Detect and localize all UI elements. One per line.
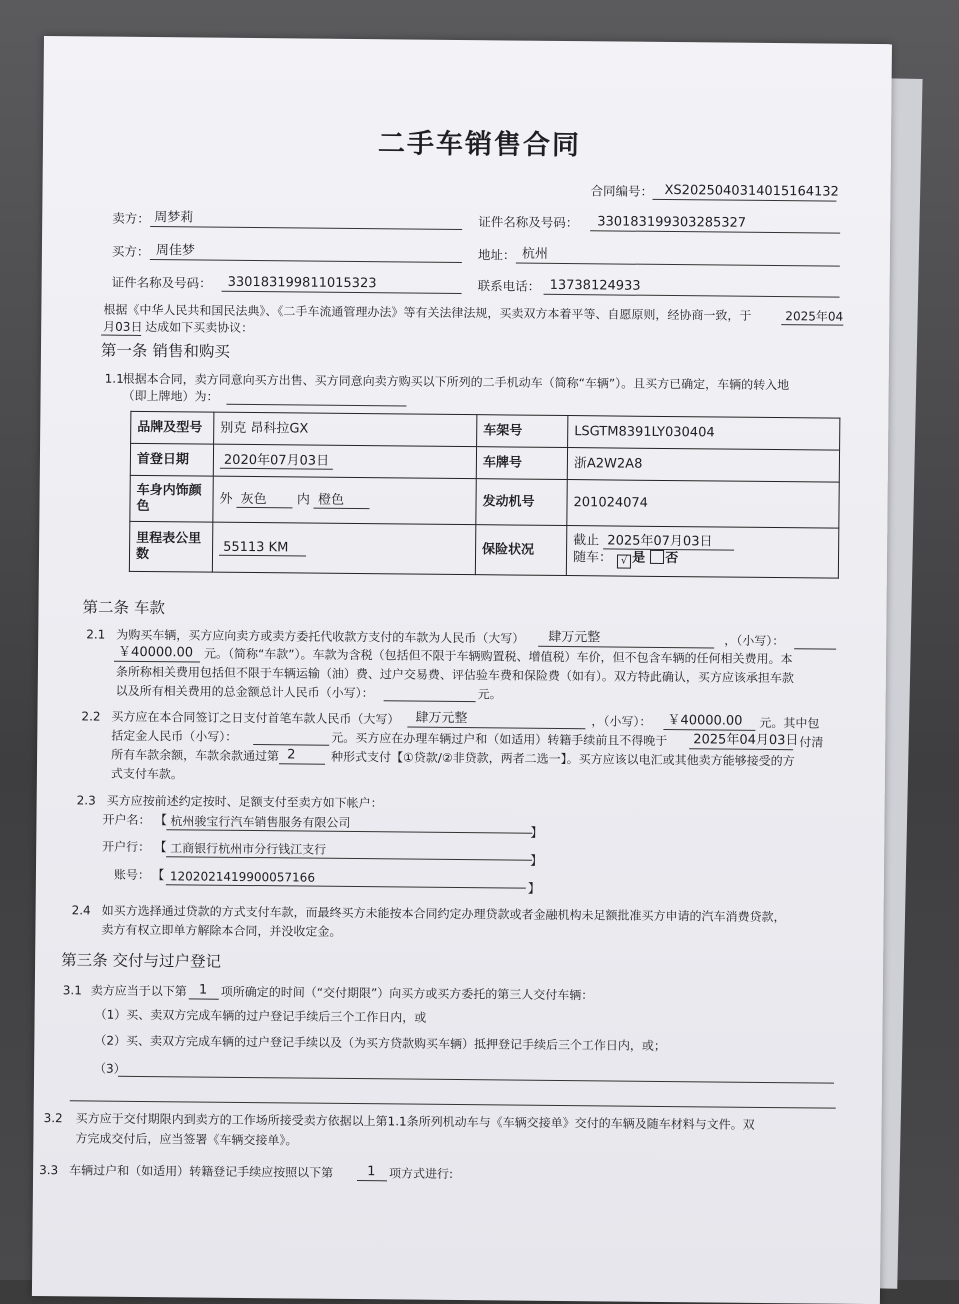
clause-2-2-choice: 2 <box>287 747 296 763</box>
clause-2-2-line-2a: 括定金人民币（小写）： <box>111 728 238 744</box>
preamble-date-b: 月03日 <box>103 319 143 334</box>
with-car-line <box>573 549 832 570</box>
clause-1-1-text: 根据本合同，卖方同意向买方出售、买方同意向卖方购买以下所列的二手机动车（简称“车辆”）。且买方已确定，车辆的转入地 <box>122 371 790 393</box>
clause-3-1-line-1a: 卖方应当于以下第 <box>90 983 187 999</box>
mileage-cell <box>212 522 475 575</box>
preamble-text: 根据《中华人民共和国民法典》、《二手车流通管理办法》等有关法律法规，买卖双方本着平等、自愿原则，经协商一致，于 <box>103 302 752 323</box>
clause-3-1-option-3-underline <box>118 1076 834 1084</box>
interior-color: 橙色 <box>314 492 370 509</box>
clause-2-2-line-2b: 元。买方应在办理车辆过户和（如适用）转籍手续前且不得晚于 <box>331 730 668 749</box>
clause-2-4-line-2: 卖方有权立即单方解除本合同，并没收定金。 <box>101 922 342 939</box>
seller-name: 周梦莉 <box>154 210 194 226</box>
account-number-underline <box>166 884 526 888</box>
clause-2-2-line-3a: 所有车款余额，车款余款通过第 <box>111 747 280 764</box>
insurance-until-date: 2025年07月03日 <box>603 533 734 550</box>
buyer-label: 买方： <box>111 243 150 260</box>
insurance-cell <box>566 526 838 579</box>
seller-id-value: 330183199303285327 <box>597 214 747 231</box>
color-cell <box>213 476 476 525</box>
clause-2-4-line-1: 如买方选择通过贷款的方式支付车款，而最终买方未能按本合同约定办理贷款或者金融机构未足额批准买方申请的汽车消费贷款， <box>101 903 786 925</box>
clause-2-1-line-4-end: 元。 <box>477 687 502 702</box>
clause-2-2-line-3b: 种形式支付【①贷款/②非贷款，两者二选一】。买方应该以电汇或其他卖方能够接受的方 <box>331 749 795 769</box>
clause-3-3-choice: 1 <box>367 1164 376 1180</box>
seller-label: 卖方： <box>112 210 150 227</box>
buyer-phone-underline <box>544 294 840 298</box>
mileage-value: 55113 KM <box>219 539 306 556</box>
buyer-address-underline <box>516 263 840 267</box>
account-number-bracket-close: 】 <box>527 880 541 896</box>
seller-id-underline <box>590 230 840 233</box>
clause-3-1-number: 3.1 <box>62 983 83 998</box>
article-1-heading: 第一条 销售和购买 <box>100 341 231 361</box>
buyer-id-underline <box>222 291 462 294</box>
clause-2-1-line-1: 为购买车辆，买方应向卖方或卖方委托代收款方支付的车款为人民币（大写） <box>116 627 525 646</box>
bank-value: 工商银行杭州市分行钱江支行 <box>170 841 327 857</box>
preamble-date-a: 2025年04 <box>785 309 844 324</box>
clause-3-2-line-1: 买方应于交付期限内到卖方的工作场所接受卖方依据以上第1.1条所列机动车与《车辆交接单》交付的车辆及随车材料与文件。双 <box>75 1111 755 1132</box>
insurance-label: 保险状况 <box>475 525 566 576</box>
mileage-label: 里程表公里数 <box>129 521 212 572</box>
clause-1-1-number: 1.1 <box>104 371 124 386</box>
seller-underline <box>150 226 462 230</box>
clause-2-1-line-3: 条所称相关费用包括但不限于车辆运输（油）费、过户交易费、评估验车费和保险费（如有）。双方特此确认，买方应该承担车款 <box>115 664 794 686</box>
article-3-heading: 第三条 交付与过户登记 <box>61 951 222 971</box>
clause-2-4-number: 2.4 <box>71 903 91 918</box>
clause-2-2-deadline: 2025年04月03日 <box>693 732 799 749</box>
bank-bracket-open: 【 <box>154 839 167 855</box>
buyer-phone-value: 13738124933 <box>549 277 641 294</box>
preamble-tail: 达成如下买卖协议： <box>145 319 254 336</box>
clause-2-1-amount-upper: 肆万元整 <box>548 629 601 646</box>
interior-prefix: 内 <box>296 491 310 508</box>
preamble-date-underline-a <box>781 324 843 326</box>
preamble-date-underline-b <box>101 335 141 336</box>
yes-label: 是 <box>632 550 646 566</box>
exterior-color: 灰色 <box>237 491 293 508</box>
clause-2-1-amount: ￥40000.00 <box>118 644 194 661</box>
brand-label: 品牌及型号 <box>131 411 214 444</box>
clause-2-3-line-1: 买方应按前述约定按时、足额支付至卖方如下帐户： <box>106 793 383 811</box>
vin-label: 车架号 <box>477 415 568 448</box>
clause-2-1-small-underline <box>794 648 836 649</box>
buyer-id-value: 330183199811015323 <box>227 274 377 292</box>
clause-3-3-line-1b: 项方式进行: <box>389 1166 454 1181</box>
clause-2-2-line-4: 式支付车款。 <box>110 766 184 782</box>
clause-3-3-choice-underline <box>357 1180 387 1181</box>
clause-2-2-upper-underline <box>407 727 585 730</box>
engine-value: 201024074 <box>567 480 839 529</box>
first-registration-cell <box>213 444 476 479</box>
no-label: 否 <box>665 550 679 567</box>
contract-page <box>32 36 892 1304</box>
first-registration-value: 2020年07月03日 <box>220 452 333 469</box>
clause-3-1-choice: 1 <box>198 982 208 998</box>
exterior-prefix: 外 <box>219 491 233 507</box>
vehicle-info-table <box>129 411 841 579</box>
clause-3-2-line-2: 方完成交付后，应当签署《车辆交接单》。 <box>75 1131 298 1148</box>
no-checkbox[interactable] <box>650 550 664 564</box>
account-number-label: 账号： <box>113 867 151 883</box>
clause-3-1-line-1b: 项所确定的时间（“交付期限”）向买方或买方委托的第三人交付车辆： <box>220 984 594 1003</box>
contract-no-label: 合同编号： <box>590 183 654 199</box>
buyer-address-label: 地址： <box>477 247 516 263</box>
clause-2-2-amount: ￥40000.00 <box>667 713 743 729</box>
bank-bracket-close: 】 <box>530 852 543 868</box>
buyer-address-value: 杭州 <box>521 246 549 262</box>
buyer-phone-label: 联系电话： <box>477 278 541 294</box>
clause-2-1-line-2: 元。（简称“车款”）。车款为含税（包括但不限于车辆购置税、增值税）车价，但不包含车辆的任何相关费用。本 <box>204 646 793 667</box>
bank-underline <box>166 856 532 861</box>
engine-label: 发动机号 <box>476 479 567 526</box>
article-2-heading: 第二条 车款 <box>82 598 166 618</box>
account-number-bracket-open: 【 <box>151 867 165 883</box>
contract-no-value: XS2025040314015164132 <box>664 182 839 200</box>
with-car-label: 随车： <box>572 550 613 566</box>
clause-2-1-total-underline <box>384 700 476 702</box>
clause-2-3-number: 2.3 <box>76 793 96 808</box>
clause-2-2-amount-underline <box>663 729 755 731</box>
account-name-value: 杭州骏宝行汽车销售服务有限公司 <box>170 814 351 830</box>
account-name-label: 开户名： <box>102 812 151 828</box>
clause-2-1-number: 2.1 <box>86 627 106 642</box>
clause-3-3-number: 3.3 <box>39 1163 59 1178</box>
account-name-bracket-close: 】 <box>530 824 543 840</box>
clause-2-2-line-2-end: 付清 <box>799 735 824 750</box>
buyer-name: 周佳梦 <box>155 243 196 259</box>
clause-3-1-option-2: （2）买、卖双方完成车辆的过户登记手续以及（为买方贷款购买车辆）抵押登记手续后三个工作日内，或； <box>94 1033 667 1054</box>
clause-2-2-amount-upper: 肆万元整 <box>415 710 468 727</box>
account-number-value: 1202021419900057166 <box>169 869 316 885</box>
buyer-underline <box>150 259 462 263</box>
insurance-until-prefix: 截止 <box>573 533 600 549</box>
clause-2-2-line-1-end: 元。其中包 <box>759 715 820 731</box>
clause-3-2-number: 3.2 <box>43 1111 63 1126</box>
clause-2-2-deposit-underline <box>253 744 329 746</box>
clause-2-2-line-1: 买方应在本合同签订之日支付首笔车款人民币（大写） <box>111 709 400 727</box>
clause-2-2-deadline-underline <box>689 748 793 750</box>
brand-value: 别克 昂科拉GX <box>214 412 477 447</box>
clause-1-1-text-2: （即上牌地）为： <box>122 388 219 404</box>
clause-3-3-line-1a: 车辆过户和（如适用）转籍登记手续应按照以下第 <box>69 1163 334 1180</box>
vin-value: LSGTM8391LY030404 <box>568 416 840 451</box>
clause-3-1-option-1: （1）买、卖双方完成车辆的过户登记手续后三个工作日内，或 <box>94 1007 427 1025</box>
yes-checkbox[interactable]: √ <box>617 555 631 569</box>
clause-2-2-choice-underline <box>279 763 325 764</box>
clause-2-1-small-label: ，（小写）： <box>724 633 785 649</box>
table-row <box>129 521 838 578</box>
clause-2-1-line-4: 以及所有相关费用的总金额总计人民币（小写）： <box>115 683 374 701</box>
plate-label: 车牌号 <box>476 447 567 480</box>
clause-2-1-amount-underline <box>114 661 200 663</box>
buyer-id-label: 证件名称及号码： <box>111 274 212 291</box>
bank-label: 开户行： <box>102 839 151 855</box>
clause-3-1-choice-underline <box>189 998 219 999</box>
clause-2-2-small-label: ，（小写）： <box>591 714 652 729</box>
color-label: 车身内饰颜色 <box>130 475 213 522</box>
registration-place-underline <box>226 404 406 407</box>
clause-2-2-number: 2.2 <box>81 709 101 724</box>
plate-value: 浙A2W2A8 <box>567 448 839 483</box>
clause-3-1-option-3: （3） <box>94 1061 126 1076</box>
clause-3-1-blank-line <box>70 1100 836 1108</box>
table-row <box>130 475 839 528</box>
account-name-bracket-open: 【 <box>154 812 168 828</box>
first-registration-label: 首登日期 <box>130 443 213 476</box>
document-title: 二手车销售合同 <box>377 128 582 162</box>
seller-id-label: 证件名称及号码： <box>478 214 579 231</box>
